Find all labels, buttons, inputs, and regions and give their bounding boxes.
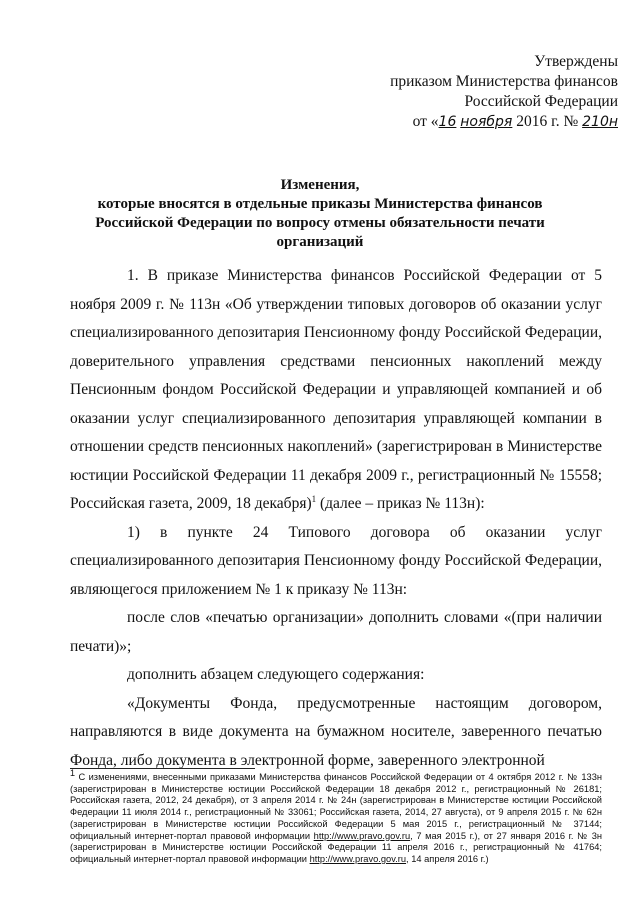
approval-line-2: приказом Министерства финансов — [390, 73, 618, 90]
footnote — [70, 767, 602, 866]
document-body — [70, 262, 602, 775]
approval-number: 210н — [582, 114, 618, 130]
footnote-mark: 1 — [70, 767, 76, 778]
paragraph-4: дополнить абзацем следующего содержания: — [127, 666, 425, 683]
title-line-1: Изменения, — [280, 177, 360, 193]
approval-line-3: Российской Федерации — [464, 93, 618, 110]
title-line-2: которые вносятся в отдельные приказы Министерства финансов — [97, 196, 543, 212]
approval-line-1: Утверждены — [534, 53, 618, 70]
paragraph-1-end: (далее – приказ № 113н): — [316, 495, 485, 512]
footnote-text-1: С изменениями, внесенными приказами Министерства финансов Российской Федерации от 4 октября 2012 г. № 133н (зарегистрирован в Министерстве юстиции Российской Федерации 18 декабря 2012 г., регистрационный № 26181; Российская газета, 2012, 24 декабря), от 3 апреля 2014 г. № 24н (зарегистрирован в Министерстве юстиции Российской Федерации 11 июля 2014 г., регистрационный № 33061; Российская газета, 2014, 27 августа), от 9 апреля 2015 г. № 62н (зарегистрирован в Министерстве юстиции Российской Федерации 5 мая 2015 г., регистрационный № 37144; официальный интернет-портал правовой информации — [70, 772, 602, 841]
footnote-link-2[interactable]: http://www.pravo.gov.ru — [309, 853, 407, 864]
footnote-text-3: , 14 апреля 2016 г.) — [406, 853, 489, 864]
paragraph-3: после слов «печатью организации» дополнить словами «(при наличии печати)»; — [70, 609, 602, 655]
approval-day: 16 — [438, 114, 457, 130]
title-line-4: организаций — [276, 234, 364, 250]
footnote-divider — [70, 768, 255, 769]
paragraph-5: «Документы Фонда, предусмотренные настоящим договором, направляются в виде документа на бумажном носителе, заверенного печатью Фонда, либо документа в электронной форме, заверенного электронной — [70, 694, 602, 769]
paragraph-2: 1) в пункте 24 Типового договора об оказании услуг специализированного депозитария Пенсионному фонду Российской Федерации, являющегося приложением № 1 к приказу № 113н: — [70, 523, 602, 598]
approval-block — [390, 52, 618, 132]
approval-date-prefix: от « — [412, 113, 439, 130]
footnote-text-2: , 7 мая 2015 г.), от 27 января 2016 г. № 3н (зарегистрирован в Министерстве юстиции Российской Федерации 11 апреля 2016 г., регистрационный № 41764; официальный интернет-портал правовой информации — [70, 830, 602, 864]
approval-year: 2016 г. № — [516, 113, 579, 130]
document-title — [60, 176, 580, 252]
paragraph-1 — [70, 262, 602, 519]
title-line-3: Российской Федерации по вопросу отмены обязательности печати — [95, 215, 545, 231]
approval-month: ноября — [460, 114, 513, 130]
footnote-ref: 1 — [311, 493, 317, 504]
paragraph-1-text: 1. В приказе Министерства финансов Российской Федерации от 5 ноября 2009 г. № 113н «Об утверждении типовых договоров об оказании услуг специализированного депозитария Пенсионному фонду Российской Федерации, доверительного управления средствами пенсионных накоплений между Пенсионным фондом Российской Федерации и управляющей компанией и об оказании услуг специализированного депозитария управляющей компании в отношении средств пенсионных накоплений» (зарегистрирован в Министерстве юстиции Российской Федерации 11 декабря 2009 г., регистрационный № 15558; Российская газета, 2009, 18 декабря) — [70, 267, 602, 512]
footnote-link-1[interactable]: http://www.pravo.gov.ru — [313, 830, 411, 841]
approval-date-line — [390, 112, 618, 132]
